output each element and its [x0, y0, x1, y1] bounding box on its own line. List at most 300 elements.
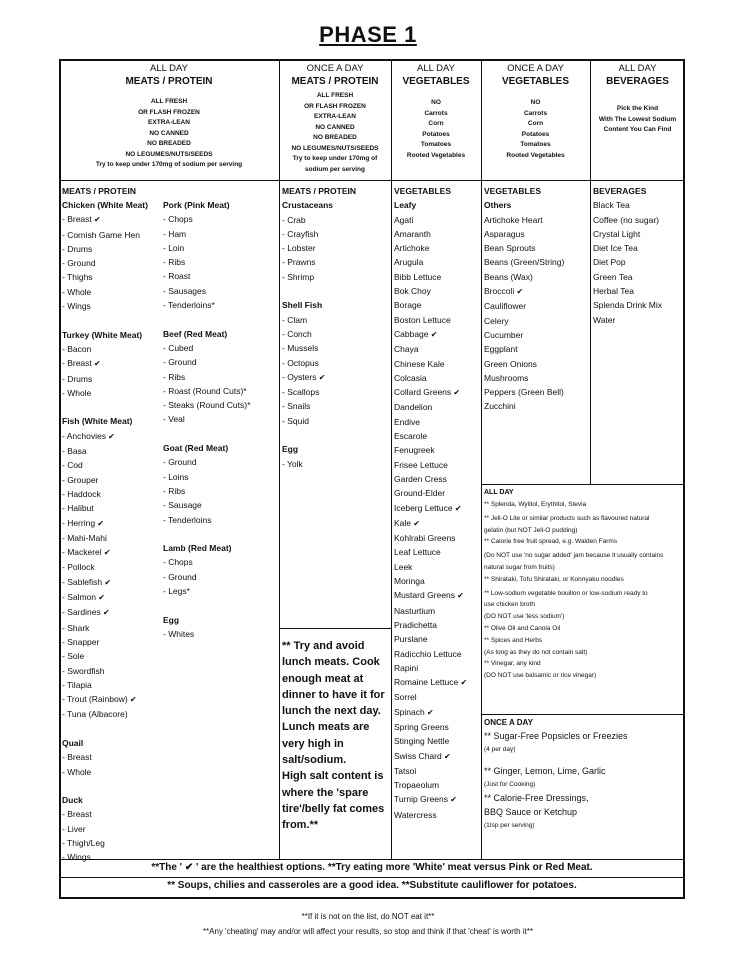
frequency-label: ONCE A DAY — [306, 63, 364, 74]
item-label: Fenugreek — [394, 445, 435, 456]
list-item — [394, 588, 467, 603]
list-item — [282, 356, 356, 370]
list-item — [282, 399, 356, 413]
note-line: where the 'spare — [282, 786, 369, 799]
note-line: lunch the next day. — [282, 705, 381, 718]
list-item — [163, 570, 250, 584]
list-item — [394, 284, 467, 298]
rule-line: Carrots — [424, 109, 448, 117]
divider-header — [59, 180, 685, 181]
checkmark-icon: ✔ — [100, 608, 110, 618]
list-item — [163, 269, 250, 283]
note-line: very high in — [282, 737, 344, 750]
list-heading — [163, 327, 250, 341]
spacer — [62, 400, 148, 414]
list-item — [394, 213, 467, 227]
list-item — [394, 720, 467, 734]
note-line: from.** — [282, 819, 319, 832]
item-label: - Grouper — [62, 474, 99, 485]
list-item — [62, 621, 148, 635]
checkmark-icon: ✔ — [454, 591, 464, 601]
item-label: Iceberg Lettuce — [394, 502, 453, 513]
all-day-item: ** Jell-O Lite or similar products such as flavoured natural — [484, 514, 650, 522]
list-item — [62, 765, 148, 779]
note-line: lunch meats. Cook — [282, 656, 380, 669]
rule-line: ALL FRESH — [316, 92, 354, 99]
list-item — [394, 632, 467, 646]
item-label: Tropaeolum — [394, 780, 440, 791]
item-label: Swiss Chard — [394, 750, 442, 761]
rule-line: NO BREADED — [313, 134, 357, 141]
note-line: ** Try and avoid — [282, 640, 365, 652]
list-item — [62, 664, 148, 678]
item-label: Herbal Tea — [593, 286, 634, 297]
rule-line: Pick the Kind — [616, 105, 659, 112]
list-item — [62, 575, 148, 590]
column-heading: MEATS / PROTEIN — [125, 76, 213, 87]
all-day-item: ** Splenda, Wylitol, Erythitol, Stevia — [484, 501, 587, 508]
list-item — [484, 399, 564, 413]
item-label: Chinese Kale — [394, 358, 445, 369]
rule-line: OR FLASH FROZEN — [304, 102, 366, 110]
item-label: - Anchovies — [62, 430, 106, 441]
rule-line: Potatoes — [422, 130, 450, 138]
item-label: - Tuna (Albacore) — [62, 709, 128, 720]
checkmark-icon: ✔ — [458, 678, 468, 688]
list-item — [62, 444, 148, 458]
list-item — [394, 342, 467, 356]
item-label: Eggplant — [484, 344, 518, 355]
item-label: - Whole — [62, 766, 92, 777]
frequency-label: ALL DAY — [618, 63, 657, 74]
item-label: MEATS / PROTEIN — [282, 186, 356, 196]
divider-allday-top — [481, 484, 685, 485]
item-label: Celery — [484, 315, 509, 326]
list-item — [484, 314, 564, 328]
all-day-item: ** Spices and Herbs — [484, 636, 543, 644]
list-item — [394, 647, 467, 661]
item-label: - Trout (Rainbow) — [62, 694, 128, 705]
list-item — [62, 545, 148, 560]
rule-line: NO — [431, 99, 441, 106]
list-heading — [394, 184, 467, 198]
checkmark-icon: ✔ — [514, 287, 524, 297]
all-day-item: gelatin (but NOT Jell-O pudding) — [484, 526, 578, 534]
item-label: VEGETABLES — [484, 186, 541, 196]
once-a-day-item: ** Ginger, Lemon, Lime, Garlic — [484, 766, 606, 776]
rules-list — [483, 98, 588, 161]
rule-line: Try to keep under 170mg of — [292, 155, 378, 162]
item-label: Beef (Red Meat) — [163, 328, 228, 339]
bottom-note-2: **Any 'cheating' may and/or will affect your results, so stop and think if that 'cheat' is worth it** — [202, 927, 534, 936]
list-heading — [484, 184, 564, 198]
rule-line: OR FLASH FROZEN — [138, 108, 200, 116]
item-label: Garden Cress — [394, 473, 447, 484]
rule-line: EXTRA-LEAN — [148, 119, 190, 126]
all-day-item: (DO NOT use 'less sodium') — [484, 613, 565, 621]
list-item — [394, 778, 467, 792]
item-label: - Salmon — [62, 592, 97, 603]
item-label: - Prawns — [282, 257, 316, 268]
spacer — [163, 312, 250, 326]
item-label: - Thighs — [62, 272, 93, 283]
spacer — [484, 756, 682, 764]
item-label: - Mackerel — [62, 547, 102, 558]
all-day-item: use chicken broth — [484, 601, 535, 609]
item-label: Leek — [394, 561, 413, 572]
rule-line: NO LEGUMES/NUTS/SEEDS — [125, 150, 213, 158]
spacer — [62, 722, 148, 736]
item-label: - Liver — [62, 823, 86, 834]
item-label: - Shark — [62, 622, 90, 633]
checkmark-icon: ✔ — [105, 431, 115, 441]
bottom-note-1: **If it is not on the list, do NOT eat it** — [301, 912, 435, 921]
checkmark-icon: ✔ — [428, 329, 438, 339]
item-label: - Halibut — [62, 503, 94, 514]
list-item — [593, 241, 662, 255]
header-col5 — [592, 62, 683, 136]
list-item — [394, 458, 467, 472]
rule-line: sodium per serving — [305, 165, 365, 173]
item-label: Radicchio Lettuce — [394, 648, 462, 659]
item-label: Kale — [394, 517, 412, 528]
list-item — [62, 372, 148, 386]
item-label: Leaf Lettuce — [394, 547, 441, 558]
spacer — [62, 779, 148, 793]
list-item — [394, 415, 467, 429]
rule-line: NO CANNED — [149, 129, 189, 137]
checkmark-icon: ✔ — [424, 707, 434, 717]
lunch-meat-note — [282, 638, 390, 834]
list-heading — [62, 328, 148, 342]
item-label: - Sole — [62, 651, 85, 662]
item-label: - Swordfish — [62, 665, 105, 676]
once-a-day-item: (1tsp per serving) — [484, 822, 535, 829]
item-label: - Clam — [282, 314, 308, 325]
checkmark-icon: ✔ — [441, 751, 451, 761]
item-label: - Breast — [62, 214, 92, 225]
item-label: Borage — [394, 300, 422, 311]
item-label: Turnip Greens — [394, 794, 449, 805]
item-label: - Sausage — [163, 500, 202, 511]
list-item — [593, 298, 662, 312]
footer-note-2: ** Soups, chilies and casseroles are a good idea. **Substitute cauliflower for potatoes. — [167, 880, 577, 891]
item-label: - Loins — [163, 471, 189, 482]
list-item — [484, 270, 564, 284]
item-label: Dandelion — [394, 402, 433, 413]
item-label: Broccoli — [484, 286, 515, 297]
list-item — [394, 255, 467, 269]
item-label: - Cornish Game Hen — [62, 229, 140, 240]
item-label: Diet Pop — [593, 257, 626, 268]
item-label: - Bacon — [62, 343, 92, 354]
item-label: Stinging Nettle — [394, 736, 450, 747]
list-heading — [163, 198, 250, 212]
list-item — [282, 255, 356, 269]
note-line: enough meat at — [282, 672, 364, 685]
list-item — [163, 555, 250, 569]
once-a-day-item: ** Calorie-Free Dressings, — [484, 793, 589, 803]
list-heading — [593, 184, 662, 198]
list-item — [163, 412, 250, 426]
list-item — [62, 212, 148, 227]
item-label: Collard Greens — [394, 387, 452, 398]
divider-col4 — [590, 59, 591, 484]
item-label: Purslane — [394, 634, 428, 645]
list-item — [163, 212, 250, 226]
list-item — [593, 198, 662, 212]
item-label: Pork (Pink Meat) — [163, 200, 230, 210]
item-label: Asparagus — [484, 228, 525, 239]
list-item — [62, 487, 148, 501]
item-label: Cucumber — [484, 329, 524, 340]
item-label: - Sausages — [163, 285, 206, 296]
spacer — [163, 427, 250, 441]
rule-line: NO — [530, 99, 541, 106]
frequency-label: ALL DAY — [416, 63, 456, 74]
item-label: Romaine Lettuce — [394, 677, 459, 688]
item-label: - Tenderloins — [163, 514, 212, 525]
item-label: - Ground — [163, 357, 197, 368]
item-label: Quail — [62, 737, 84, 748]
spacer — [282, 428, 356, 442]
item-label: Arugula — [394, 257, 424, 268]
all-day-item: (DO NOT use balsamic or rice vinegar) — [484, 672, 597, 680]
list-item — [394, 313, 467, 327]
rule-line: NO BREADED — [147, 140, 191, 147]
list-item — [394, 661, 467, 675]
item-label: Green Onions — [484, 358, 537, 369]
list-heading — [163, 441, 250, 455]
list-item — [484, 357, 564, 371]
list-item — [282, 213, 356, 227]
column-heading: BEVERAGES — [606, 76, 669, 87]
item-label: - Ground — [62, 258, 96, 269]
list-item — [62, 299, 148, 313]
list-item — [394, 574, 467, 588]
list-item — [62, 386, 148, 400]
divider-footer-mid — [59, 877, 685, 878]
item-label: Moringa — [394, 576, 425, 587]
once-a-day-items — [484, 729, 682, 832]
item-label: - Cubed — [163, 342, 194, 353]
all-day-items — [484, 499, 682, 682]
once-a-day-item: BBQ Sauce or Ketchup — [484, 807, 578, 817]
list-item — [163, 513, 250, 527]
item-label: - Pollock — [62, 562, 95, 573]
item-label: - Ground — [163, 457, 197, 468]
note-line: High salt content is — [282, 770, 384, 783]
item-label: - Thigh/Leg — [62, 838, 105, 849]
item-label: Egg — [282, 444, 299, 455]
list-item — [62, 501, 148, 515]
list-item — [62, 807, 148, 821]
divider-footer-top — [59, 859, 685, 860]
list-item — [282, 385, 356, 399]
list-item — [394, 429, 467, 443]
note-line: salt/sodium. — [282, 754, 347, 767]
list-item — [593, 227, 662, 241]
other-vegetable-list — [484, 184, 564, 414]
list-item — [163, 241, 250, 255]
checkmark-icon: ✔ — [411, 518, 420, 528]
all-day-item: ** Calorie free fruit spread, e.g. Walden Farms — [484, 538, 618, 546]
all-day-item: ** Olive Oil and Canola Oil — [484, 624, 561, 632]
header-col4 — [483, 62, 588, 161]
spacer — [163, 598, 250, 612]
list-item — [62, 692, 148, 707]
list-item — [593, 313, 662, 327]
item-label: - Herring — [62, 517, 96, 528]
divider-onceaday-top — [481, 714, 685, 715]
list-item — [394, 705, 467, 720]
rule-line: Tomatoes — [520, 141, 551, 148]
note-line: tire'/belly fat comes — [282, 802, 385, 815]
once-a-day-box — [484, 716, 682, 832]
list-item — [394, 371, 467, 385]
list-item — [282, 313, 356, 327]
list-item — [62, 270, 148, 284]
list-item — [484, 328, 564, 342]
item-label: Chaya — [394, 344, 419, 355]
item-label: Peppers (Green Bell) — [484, 387, 564, 398]
list-item — [394, 443, 467, 457]
item-label: Amaranth — [394, 228, 431, 239]
list-item — [484, 241, 564, 255]
item-label: - Loin — [163, 242, 185, 253]
list-item — [394, 560, 467, 574]
item-label: - Shrimp — [282, 271, 315, 282]
list-item — [394, 749, 467, 764]
list-item — [62, 531, 148, 545]
list-item — [62, 429, 148, 444]
item-label: Rapini — [394, 662, 419, 673]
item-label: - Ground — [163, 571, 197, 582]
divider-col3 — [481, 59, 482, 859]
footer-note-1: **The ' ✔ ' are the healthiest options. **Try eating more 'White' meat versus Pink or Red Meat. — [151, 862, 593, 873]
list-item — [62, 473, 148, 487]
spacer — [62, 313, 148, 327]
item-label: - Wings — [62, 301, 91, 312]
item-label: Pradichetta — [394, 619, 437, 630]
once-a-day-item: (4 per day) — [484, 746, 516, 753]
list-heading — [282, 298, 356, 312]
item-label: - Whole — [62, 286, 92, 297]
item-label: - Crab — [282, 214, 306, 225]
list-item — [394, 472, 467, 486]
list-item — [394, 400, 467, 414]
checkmark-icon: ✔ — [101, 548, 111, 558]
list-item — [282, 270, 356, 284]
item-label: Nasturtium — [394, 605, 436, 616]
column-heading: VEGETABLES — [402, 76, 470, 87]
header-col2 — [281, 62, 389, 175]
list-item — [394, 531, 467, 545]
spacer — [282, 284, 356, 298]
list-item — [394, 327, 467, 342]
rule-line: Rooted Vegetables — [406, 151, 466, 159]
all-day-item: ** Vinegar, any kind — [484, 660, 541, 668]
list-item — [163, 470, 250, 484]
item-label: - Oysters — [282, 371, 317, 382]
section-heading: MEATS / PROTEIN — [62, 186, 136, 196]
rule-line: With The Lowest Sodium — [598, 115, 677, 123]
item-label: Sorrel — [394, 692, 417, 703]
list-item — [394, 618, 467, 632]
item-label: - Roast (Round Cuts)* — [163, 385, 247, 396]
list-item — [394, 516, 467, 531]
item-label: - Roast — [163, 271, 191, 282]
list-heading — [282, 442, 356, 456]
list-item — [163, 584, 250, 598]
column-heading: MEATS / PROTEIN — [291, 76, 379, 87]
item-label: Mushrooms — [484, 372, 529, 383]
item-label: - Haddock — [62, 488, 101, 499]
item-label: - Breast — [62, 358, 92, 369]
all-day-heading: ALL DAY — [484, 489, 514, 496]
list-heading — [163, 613, 250, 627]
list-item — [282, 457, 356, 471]
once-a-day-heading: ONCE A DAY — [484, 718, 533, 727]
spacer — [163, 527, 250, 541]
list-item — [394, 486, 467, 500]
list-item — [484, 299, 564, 313]
list-item — [62, 256, 148, 270]
item-label: - Squid — [282, 415, 309, 426]
item-label: Boston Lettuce — [394, 314, 451, 325]
list-item — [62, 678, 148, 692]
item-label: Frisee Lettuce — [394, 459, 448, 470]
item-label: - Ham — [163, 228, 187, 239]
list-item — [62, 707, 148, 721]
checkmark-icon: ✔ — [316, 372, 326, 382]
all-day-item: (Do NOT use 'no sugar added' jam because it usually contains — [484, 552, 664, 560]
item-label: Colcasia — [394, 372, 427, 383]
list-heading — [163, 541, 250, 555]
item-label: Kohlrabi Greens — [394, 533, 456, 544]
list-item — [62, 458, 148, 472]
all-day-item: ** Low-sodium vegetable bouillon or low-sodium ready to — [484, 589, 648, 597]
item-label: - Snails — [282, 401, 311, 412]
list-item — [593, 270, 662, 284]
checkmark-icon: ✔ — [451, 388, 461, 398]
list-heading — [62, 414, 148, 428]
item-label: - Whole — [62, 387, 92, 398]
list-item — [282, 370, 356, 385]
item-label: Crustaceans — [282, 200, 334, 211]
list-item — [394, 227, 467, 241]
list-item — [593, 284, 662, 298]
list-item — [163, 255, 250, 269]
all-day-box — [484, 487, 682, 682]
rule-line: NO CANNED — [315, 123, 355, 131]
item-label: - Basa — [62, 446, 87, 457]
list-item — [163, 227, 250, 241]
leafy-vegetable-list — [394, 184, 467, 822]
list-heading — [282, 184, 356, 198]
all-day-item: natural sugar from fruits) — [484, 563, 555, 571]
list-item — [62, 356, 148, 371]
item-label: - Ribs — [163, 485, 186, 496]
item-label: Cabbage — [394, 328, 429, 339]
item-label: - Sardines — [62, 607, 101, 618]
item-label: - Tenderloins* — [163, 300, 215, 311]
list-item — [282, 241, 356, 255]
list-item — [394, 734, 467, 748]
list-item — [163, 370, 250, 384]
item-label: Splenda Drink Mix — [593, 300, 662, 311]
list-item — [484, 371, 564, 385]
